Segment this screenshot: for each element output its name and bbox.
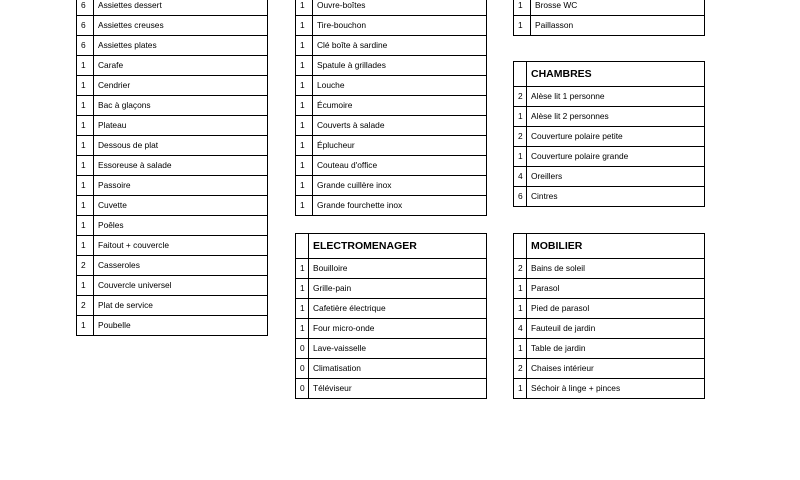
table-row	[514, 127, 705, 147]
item-cell: Grande cuillère inox	[313, 176, 487, 196]
table-row	[296, 96, 487, 116]
table-row	[77, 116, 268, 136]
quantity-cell: 0	[296, 339, 309, 359]
quantity-cell: 1	[296, 0, 313, 16]
table-row	[296, 359, 487, 379]
table-header	[296, 234, 487, 259]
table-row	[514, 107, 705, 127]
quantity-cell: 1	[514, 379, 527, 399]
table-body	[296, 0, 487, 216]
quantity-cell: 1	[296, 96, 313, 116]
table-row	[296, 196, 487, 216]
item-cell: Alèse lit 2 personnes	[527, 107, 705, 127]
section-header-row	[514, 234, 705, 259]
section-title: CHAMBRES	[527, 62, 705, 87]
quantity-cell: 1	[296, 176, 313, 196]
table-body	[514, 87, 705, 207]
table-row	[77, 236, 268, 256]
table-row	[77, 0, 268, 16]
item-cell: Louche	[313, 76, 487, 96]
table-row	[77, 256, 268, 276]
item-cell: Tire-bouchon	[313, 16, 487, 36]
table-row	[296, 279, 487, 299]
quantity-cell: 1	[296, 56, 313, 76]
table-row	[77, 276, 268, 296]
quantity-cell: 1	[296, 156, 313, 176]
item-cell: Bains de soleil	[527, 259, 705, 279]
item-cell: Cintres	[527, 187, 705, 207]
quantity-cell: 1	[77, 116, 94, 136]
table-row	[296, 56, 487, 76]
item-cell: Bouilloire	[309, 259, 487, 279]
quantity-cell: 0	[296, 379, 309, 399]
item-cell: Poêles	[94, 216, 268, 236]
table-row	[77, 196, 268, 216]
table-row	[296, 176, 487, 196]
table-row	[296, 259, 487, 279]
quantity-cell: 2	[514, 259, 527, 279]
quantity-cell: 1	[77, 316, 94, 336]
table-row	[514, 279, 705, 299]
item-cell: Four micro-onde	[309, 319, 487, 339]
table-row	[514, 87, 705, 107]
quantity-cell: 4	[514, 319, 527, 339]
quantity-cell: 1	[296, 116, 313, 136]
quantity-cell: 6	[514, 187, 527, 207]
header-blank-cell	[514, 234, 527, 259]
quantity-cell: 1	[77, 216, 94, 236]
item-cell: Cuvette	[94, 196, 268, 216]
quantity-cell: 1	[514, 147, 527, 167]
table-row	[77, 296, 268, 316]
table-row	[296, 76, 487, 96]
table-row	[514, 379, 705, 399]
item-cell: Passoire	[94, 176, 268, 196]
table-header	[514, 62, 705, 87]
bathroom-items-table	[513, 0, 705, 36]
table-row	[296, 116, 487, 136]
quantity-cell: 1	[77, 176, 94, 196]
table-row	[77, 56, 268, 76]
quantity-cell: 6	[77, 0, 94, 16]
quantity-cell: 2	[514, 359, 527, 379]
table-row	[514, 167, 705, 187]
quantity-cell: 1	[77, 276, 94, 296]
quantity-cell: 1	[296, 76, 313, 96]
header-blank-cell	[514, 62, 527, 87]
item-cell: Téléviseur	[309, 379, 487, 399]
table-body	[514, 259, 705, 399]
table-row	[296, 319, 487, 339]
table-row	[77, 96, 268, 116]
quantity-cell: 1	[77, 156, 94, 176]
table-row	[514, 0, 705, 16]
item-cell: Grande fourchette inox	[313, 196, 487, 216]
table-row	[77, 36, 268, 56]
item-cell: Clé boîte à sardine	[313, 36, 487, 56]
item-cell: Brosse WC	[531, 0, 705, 16]
quantity-cell: 1	[514, 16, 531, 36]
item-cell: Alèse lit 1 personne	[527, 87, 705, 107]
item-cell: Casseroles	[94, 256, 268, 276]
table-row	[77, 136, 268, 156]
item-cell: Plateau	[94, 116, 268, 136]
table-row	[514, 359, 705, 379]
quantity-cell: 1	[77, 76, 94, 96]
item-cell: Faitout + couvercle	[94, 236, 268, 256]
quantity-cell: 1	[514, 339, 527, 359]
table-row	[514, 187, 705, 207]
section-title: ELECTROMENAGER	[309, 234, 487, 259]
table-row	[296, 156, 487, 176]
quantity-cell: 1	[514, 0, 531, 16]
quantity-cell: 1	[514, 107, 527, 127]
quantity-cell: 6	[77, 36, 94, 56]
quantity-cell: 2	[77, 256, 94, 276]
table-row	[77, 16, 268, 36]
quantity-cell: 1	[296, 196, 313, 216]
appliances-table	[295, 233, 487, 399]
quantity-cell: 1	[296, 319, 309, 339]
table-row	[77, 156, 268, 176]
bedrooms-table	[513, 61, 705, 207]
item-cell: Assiettes dessert	[94, 0, 268, 16]
quantity-cell: 6	[77, 16, 94, 36]
item-cell: Couverture polaire grande	[527, 147, 705, 167]
item-cell: Couverture polaire petite	[527, 127, 705, 147]
section-title: MOBILIER	[527, 234, 705, 259]
table-body	[77, 0, 268, 336]
table-row	[514, 147, 705, 167]
table-row	[296, 339, 487, 359]
quantity-cell: 1	[296, 136, 313, 156]
item-cell: Chaises intérieur	[527, 359, 705, 379]
item-cell: Paillasson	[531, 16, 705, 36]
item-cell: Lave-vaisselle	[309, 339, 487, 359]
item-cell: Carafe	[94, 56, 268, 76]
table-row	[77, 216, 268, 236]
item-cell: Assiettes plates	[94, 36, 268, 56]
table-row	[514, 339, 705, 359]
item-cell: Couverts à salade	[313, 116, 487, 136]
quantity-cell: 2	[77, 296, 94, 316]
quantity-cell: 1	[77, 236, 94, 256]
table-row	[296, 16, 487, 36]
quantity-cell: 1	[77, 196, 94, 216]
item-cell: Fauteuil de jardin	[527, 319, 705, 339]
table-row	[514, 319, 705, 339]
item-cell: Cendrier	[94, 76, 268, 96]
table-row	[77, 316, 268, 336]
item-cell: Couvercle universel	[94, 276, 268, 296]
kitchen-utensils-table	[295, 0, 487, 216]
quantity-cell: 4	[514, 167, 527, 187]
quantity-cell: 1	[296, 259, 309, 279]
quantity-cell: 1	[77, 56, 94, 76]
header-blank-cell	[296, 234, 309, 259]
furniture-table	[513, 233, 705, 399]
item-cell: Bac à glaçons	[94, 96, 268, 116]
item-cell: Climatisation	[309, 359, 487, 379]
quantity-cell: 1	[514, 279, 527, 299]
quantity-cell: 0	[296, 359, 309, 379]
quantity-cell: 1	[296, 299, 309, 319]
item-cell: Pied de parasol	[527, 299, 705, 319]
item-cell: Couteau d'office	[313, 156, 487, 176]
table-row	[296, 0, 487, 16]
item-cell: Essoreuse à salade	[94, 156, 268, 176]
table-row	[296, 299, 487, 319]
item-cell: Table de jardin	[527, 339, 705, 359]
quantity-cell: 1	[296, 16, 313, 36]
item-cell: Éplucheur	[313, 136, 487, 156]
quantity-cell: 2	[514, 127, 527, 147]
table-row	[514, 259, 705, 279]
quantity-cell: 1	[296, 279, 309, 299]
section-header-row	[296, 234, 487, 259]
table-row	[514, 16, 705, 36]
table-row	[296, 36, 487, 56]
item-cell: Écumoire	[313, 96, 487, 116]
table-header	[514, 234, 705, 259]
item-cell: Séchoir à linge + pinces	[527, 379, 705, 399]
item-cell: Dessous de plat	[94, 136, 268, 156]
item-cell: Ouvre-boîtes	[313, 0, 487, 16]
item-cell: Parasol	[527, 279, 705, 299]
item-cell: Poubelle	[94, 316, 268, 336]
table-row	[514, 299, 705, 319]
table-row	[296, 379, 487, 399]
quantity-cell: 1	[77, 136, 94, 156]
quantity-cell: 1	[77, 96, 94, 116]
table-row	[77, 76, 268, 96]
item-cell: Assiettes creuses	[94, 16, 268, 36]
table-row	[296, 136, 487, 156]
item-cell: Grille-pain	[309, 279, 487, 299]
section-header-row	[514, 62, 705, 87]
item-cell: Spatule à grillades	[313, 56, 487, 76]
item-cell: Cafetière électrique	[309, 299, 487, 319]
item-cell: Plat de service	[94, 296, 268, 316]
quantity-cell: 2	[514, 87, 527, 107]
quantity-cell: 1	[296, 36, 313, 56]
item-cell: Oreillers	[527, 167, 705, 187]
kitchen-items-table	[76, 0, 268, 336]
table-row	[77, 176, 268, 196]
quantity-cell: 1	[514, 299, 527, 319]
table-body	[514, 0, 705, 36]
table-body	[296, 259, 487, 399]
